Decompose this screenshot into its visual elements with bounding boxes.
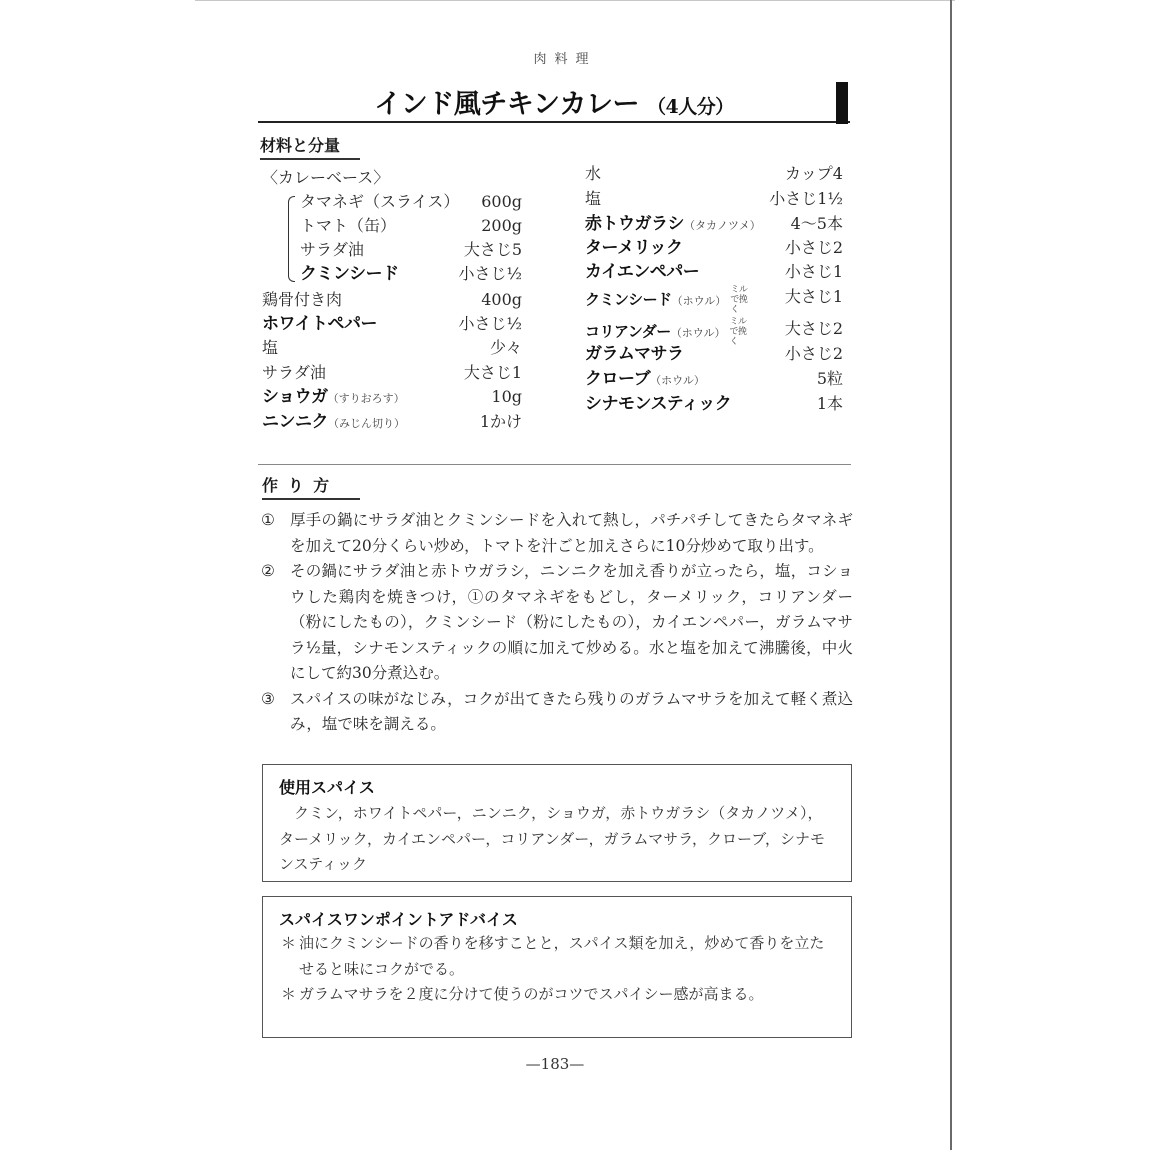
base-item-row [300, 214, 522, 238]
base-item-row [300, 238, 522, 262]
base-item-qty: 大さじ5 [463, 240, 522, 259]
asterisk-icon: ＊ [281, 934, 297, 952]
ingredient-qty: 1本 [816, 394, 843, 413]
ingredient-name: シナモンスティック [585, 394, 732, 414]
method-step [258, 508, 853, 559]
ingredient-name: サラダ油 [262, 363, 326, 382]
ingredient-name: ターメリック [585, 238, 683, 258]
ingredient-note: （タカノツメ） [684, 219, 761, 232]
title-underline [258, 121, 850, 123]
ingredient-row [262, 336, 522, 360]
ingredient-note: （ホウル） [670, 326, 726, 340]
ingredient-qty: 1かけ [479, 412, 522, 431]
base-bracket [288, 196, 295, 282]
page-number: —183— [525, 1055, 585, 1073]
base-label-row [262, 166, 522, 190]
method-steps [258, 508, 853, 738]
ingredient-name: 塩 [585, 189, 602, 208]
advice-tip-text: ガラムマサラを２度に分けて使うのがコツでスパイシー感が高まる。 [299, 985, 764, 1003]
spices-box-text: クミン，ホワイトペパー，ニンニク，ショウガ，赤トウガラシ（タカノツメ），ターメリック，カイエンペパー，コリアンダー，ガラムマサラ，クローブ，シナモンスティック [279, 804, 826, 873]
ingredient-name-text: 赤トウガラシ [585, 214, 684, 234]
base-item-name: タマネギ（スライス） [300, 192, 460, 211]
ingredient-row [585, 285, 843, 315]
ingredient-mill-note: ミルで挽く [730, 285, 748, 315]
method-step [258, 559, 853, 687]
ingredient-qty: 小さじ2 [784, 344, 843, 363]
ingredient-row [585, 162, 843, 186]
ingredient-row [585, 187, 843, 211]
ingredient-name [262, 410, 405, 436]
recipe-title [258, 82, 850, 121]
ingredient-name-text: ショウガ [262, 387, 328, 407]
ingredient-name-text: クミンシード [585, 290, 672, 309]
ingredient-name: ガラムマサラ [585, 344, 684, 364]
ingredient-name: 鶏骨付き肉 [262, 290, 343, 309]
title-bar [836, 82, 848, 124]
base-item-qty: 200g [481, 216, 522, 235]
method-step [258, 687, 853, 738]
base-item-row [300, 262, 522, 286]
base-label: 〈カレーベース〉 [262, 168, 390, 187]
title-block [258, 80, 850, 124]
advice-box-title: スパイスワンポイントアドバイス [279, 910, 518, 929]
ingredient-name-text: コリアンダー [585, 322, 671, 341]
advice-tip [279, 982, 837, 1008]
ingredient-row [262, 361, 522, 385]
ingredient-row [262, 410, 522, 434]
recipe-title-main: インド風チキンカレー [374, 89, 639, 120]
ingredient-name-text: クローブ [585, 369, 651, 389]
ingredient-row [585, 342, 843, 366]
asterisk-icon: ＊ [281, 985, 297, 1003]
ingredient-qty: 小さじ2 [784, 238, 843, 257]
section-label: 肉料理 [533, 52, 597, 67]
ingredient-name [262, 385, 405, 411]
ingredient-qty: 400g [481, 290, 522, 309]
ingredient-row [585, 212, 843, 236]
ingredient-name [585, 212, 761, 238]
ingredient-qty: 4～5本 [790, 214, 843, 233]
base-item-qty: 小さじ½ [458, 264, 522, 283]
ingredient-name-text: ニンニク [262, 412, 328, 432]
advice-tip-text: 油にクミンシードの香りを移すことと，スパイス類を加え，炒めて香りを立たせると味にコクがでる。 [299, 934, 825, 978]
step-number: ③ [261, 689, 275, 708]
ingredient-qty: 大さじ2 [784, 319, 843, 338]
ingredient-row [262, 312, 522, 336]
ingredients-heading-text: 材料と分量 [260, 136, 341, 155]
step-text: スパイスの味がなじみ，コクが出てきたら残りのガラムマサラを加えて軽く煮込み，塩で味を調える。 [290, 689, 853, 733]
ingredient-name [585, 367, 705, 393]
advice-box-body [279, 931, 837, 1008]
ingredient-qty: 大さじ1 [784, 287, 843, 306]
ingredient-note: （ホウル） [671, 294, 727, 308]
page-edge [950, 0, 952, 1150]
ingredient-note: （すりおろす） [327, 392, 405, 405]
ingredient-row [262, 288, 522, 312]
method-heading [262, 473, 331, 496]
recipe-serving: （4人分） [647, 96, 734, 118]
ingredient-note: （みじん切り） [328, 417, 405, 430]
step-number: ① [261, 511, 275, 529]
ingredient-name [585, 285, 748, 315]
ingredient-qty: 少々 [489, 338, 522, 357]
ingredient-qty: 小さじ1 [784, 262, 843, 281]
method-heading-underline [262, 498, 360, 500]
ingredient-qty: 5粒 [816, 369, 843, 388]
top-rule [195, 0, 955, 1]
base-item-name: トマト（缶） [300, 216, 397, 235]
ingredient-qty: カップ4 [784, 164, 843, 183]
step-text: 厚手の鍋にサラダ油とクミンシードを入れて熱し，パチパチしてきたらタマネギを加えて20分くらい炒め，トマトを汁ごと加えさらに10分炒めて取り出す。 [290, 511, 853, 555]
ingredient-name: ホワイトペパー [262, 314, 377, 334]
ingredients-heading-underline [260, 158, 360, 160]
ingredient-qty: 大さじ1 [463, 363, 522, 382]
spices-box [262, 764, 852, 882]
ingredient-row [585, 260, 843, 284]
ingredient-row [585, 392, 843, 416]
ingredient-qty: 小さじ½ [458, 314, 522, 333]
step-text: その鍋にサラダ油と赤トウガラシ，ニンニクを加え香りが立ったら，塩，コショウした鶏肉を焼きつけ，①のタマネギをもどし，ターメリック，コリアンダー（粉にしたもの），クミンシード（粉にしたもの），カイエンペパー，ガラムマサラ½量，シナモンスティックの順に加えて炒める。水と塩を加えて沸騰後，中火にして約30分煮込む。 [290, 562, 853, 682]
ingredient-qty: 小さじ1½ [769, 189, 843, 208]
ingredient-name: 塩 [262, 338, 279, 357]
method-heading-text: 作 り 方 [262, 476, 332, 495]
ingredient-row [585, 236, 843, 260]
ingredient-row [585, 367, 843, 391]
ingredient-row [585, 317, 843, 347]
base-item-name: サラダ油 [300, 240, 364, 259]
base-item-qty: 600g [481, 192, 522, 211]
ingredient-mill-note: ミルで挽く [729, 317, 747, 347]
ingredient-name: 水 [585, 164, 602, 183]
ingredient-note: （ホウル） [650, 374, 705, 387]
spices-box-title: 使用スパイス [279, 778, 375, 797]
ingredients-heading [260, 133, 340, 156]
advice-tip [279, 931, 837, 982]
section-divider [258, 464, 851, 465]
ingredient-name: カイエンペパー [585, 262, 700, 282]
ingredient-row [262, 385, 522, 409]
step-number: ② [261, 562, 275, 580]
base-item-row [300, 190, 522, 214]
ingredient-qty: 10g [491, 387, 522, 406]
advice-box [262, 896, 852, 1038]
base-item-name: クミンシード [300, 264, 399, 284]
